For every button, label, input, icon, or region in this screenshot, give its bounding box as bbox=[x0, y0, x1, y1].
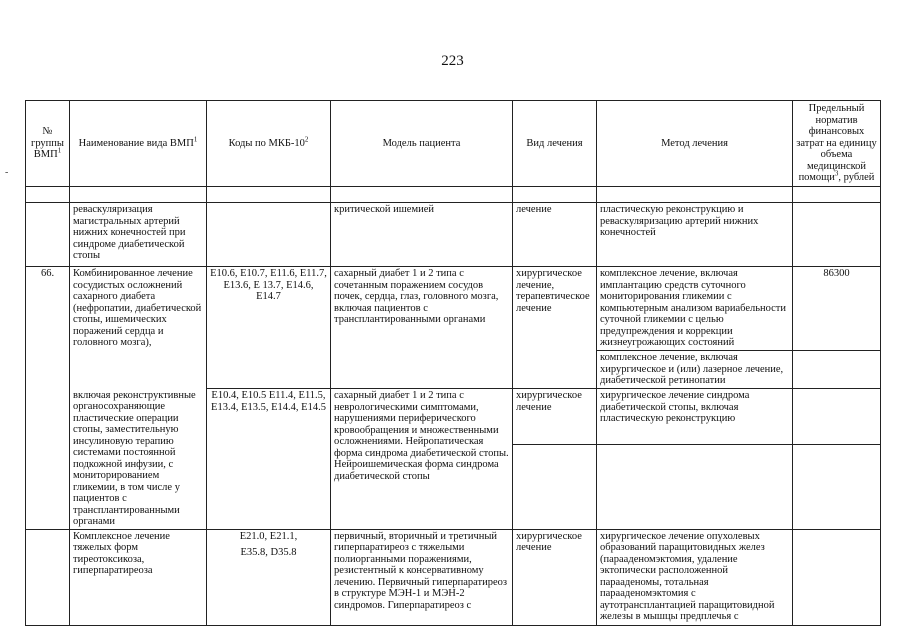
group66-method-a1: комплексное лечение, включая имплантацию средств суточного мониторирования гликемии с компьютерным анализом вариабельности суточной гликемии с целью предупреждения и коррекции жизнеугрожающих состояний bbox=[597, 267, 793, 351]
header-name: Наименование вида ВМП$^1$ bbox=[70, 101, 207, 187]
group66-method-b: хирургическое лечение синдрома диабетической стопы, включая пластическую реконструкцию bbox=[597, 389, 793, 445]
group66-method-a2: комплексное лечение, включая хирургическое и (или) лазерное лечение, диабетической ретинопатии bbox=[597, 351, 793, 389]
thyro-model: первичный, вторичный и третичный гиперпаратиреоз с тяжелыми полиорганными поражениями, резистентный к консервативному лечению. Первичный гиперпаратиреоз в структуре МЭН-1 и МЭН-2 синдромов. Гиперпаратиреоз с bbox=[331, 529, 513, 625]
group66-codes-a: E10.6, E10.7, E11.6, E11.7, E13.6, E 13.7, E14.6, E14.7 bbox=[207, 267, 331, 389]
group66-name-part2: включая реконструктивные органосохраняющие пластические операции стопы, заместительную инсулиновую терапию системами постоянной подкожной инфузии, с мониторированием гликемии, в том числе у пациентов с трансплантированными органами bbox=[70, 389, 207, 530]
group66-codes-b: E10.4, E10.5 E11.4, E11.5, E13.4, E13.5, E14.4, E14.5 bbox=[207, 389, 331, 530]
header-model: Модель пациента bbox=[331, 101, 513, 187]
thyro-codes bbox=[207, 529, 331, 625]
spacer-row bbox=[26, 187, 881, 203]
header-group: № группы ВМП$^1$ bbox=[26, 101, 70, 187]
table-row-continued bbox=[26, 203, 881, 267]
group-number: 66. bbox=[26, 267, 70, 530]
scan-mark: - bbox=[5, 167, 9, 178]
thyro-codes-line1: E21.0, E21.1, bbox=[239, 530, 298, 542]
thyro-codes-line2: E35.8, D35.8 bbox=[240, 547, 297, 558]
header-method: Метод лечения bbox=[597, 101, 793, 187]
thyro-treatment: хирургическое лечение bbox=[513, 529, 597, 625]
continued-model: критической ишемией bbox=[331, 203, 513, 267]
header-codes: Коды по МКБ-$10^2$ bbox=[207, 101, 331, 187]
header-treatment: Вид лечения bbox=[513, 101, 597, 187]
group66-treatment-b: хирургическое лечение bbox=[513, 389, 597, 445]
continued-treatment: лечение bbox=[513, 203, 597, 267]
header-row bbox=[26, 101, 881, 187]
continued-method: пластическую реконструкцию и реваскуляризацию артерий нижних конечностей bbox=[597, 203, 793, 267]
vmp-table bbox=[25, 100, 881, 626]
table-row-66a bbox=[26, 267, 881, 351]
table-row-66c bbox=[26, 389, 881, 445]
thyro-method: хирургическое лечение опухолевых образований паращитовидных желез (парааденомэктомия, удаление эктопически расположенной парааденомы, тотальная парааденомэктомия с аутотрансплантацией паращитовидной железы в мышцы предплечья с bbox=[597, 529, 793, 625]
group66-model-a: сахарный диабет 1 и 2 типа с сочетанным поражением сосудов почек, сердца, глаз, головного мозга, включая пациентов с трансплантированными органами bbox=[331, 267, 513, 389]
continued-name: реваскуляризация магистральных артерий нижних конечностей при синдроме диабетической стопы bbox=[70, 203, 207, 267]
group66-treatment-a: хирургическое лечение, терапевтическое лечение bbox=[513, 267, 597, 389]
thyro-name: Комплексное лечение тяжелых форм тиреотоксикоза, гиперпаратиреоза bbox=[70, 529, 207, 625]
table-row-thyro bbox=[26, 529, 881, 625]
group66-cost: 86300 bbox=[793, 267, 881, 351]
group66-name-part1: Комбинированное лечение сосудистых осложнений сахарного диабета (нефропатии, диабетической стопы, ишемических поражений сердца и головного мозга), bbox=[70, 267, 207, 389]
group66-model-b: сахарный диабет 1 и 2 типа с неврологическими симптомами, нарушениями периферического кровообращения и множественными осложнениями. Нейропатическая форма синдрома диабетической стопы. Нейроишемическая форма синдрома диабетической стопы bbox=[331, 389, 513, 530]
header-cost: Предельный норматив финансовых затрат на единицу объема медицинской помощи$^3$, рублей bbox=[793, 101, 881, 187]
page-number: 223 bbox=[441, 53, 464, 69]
